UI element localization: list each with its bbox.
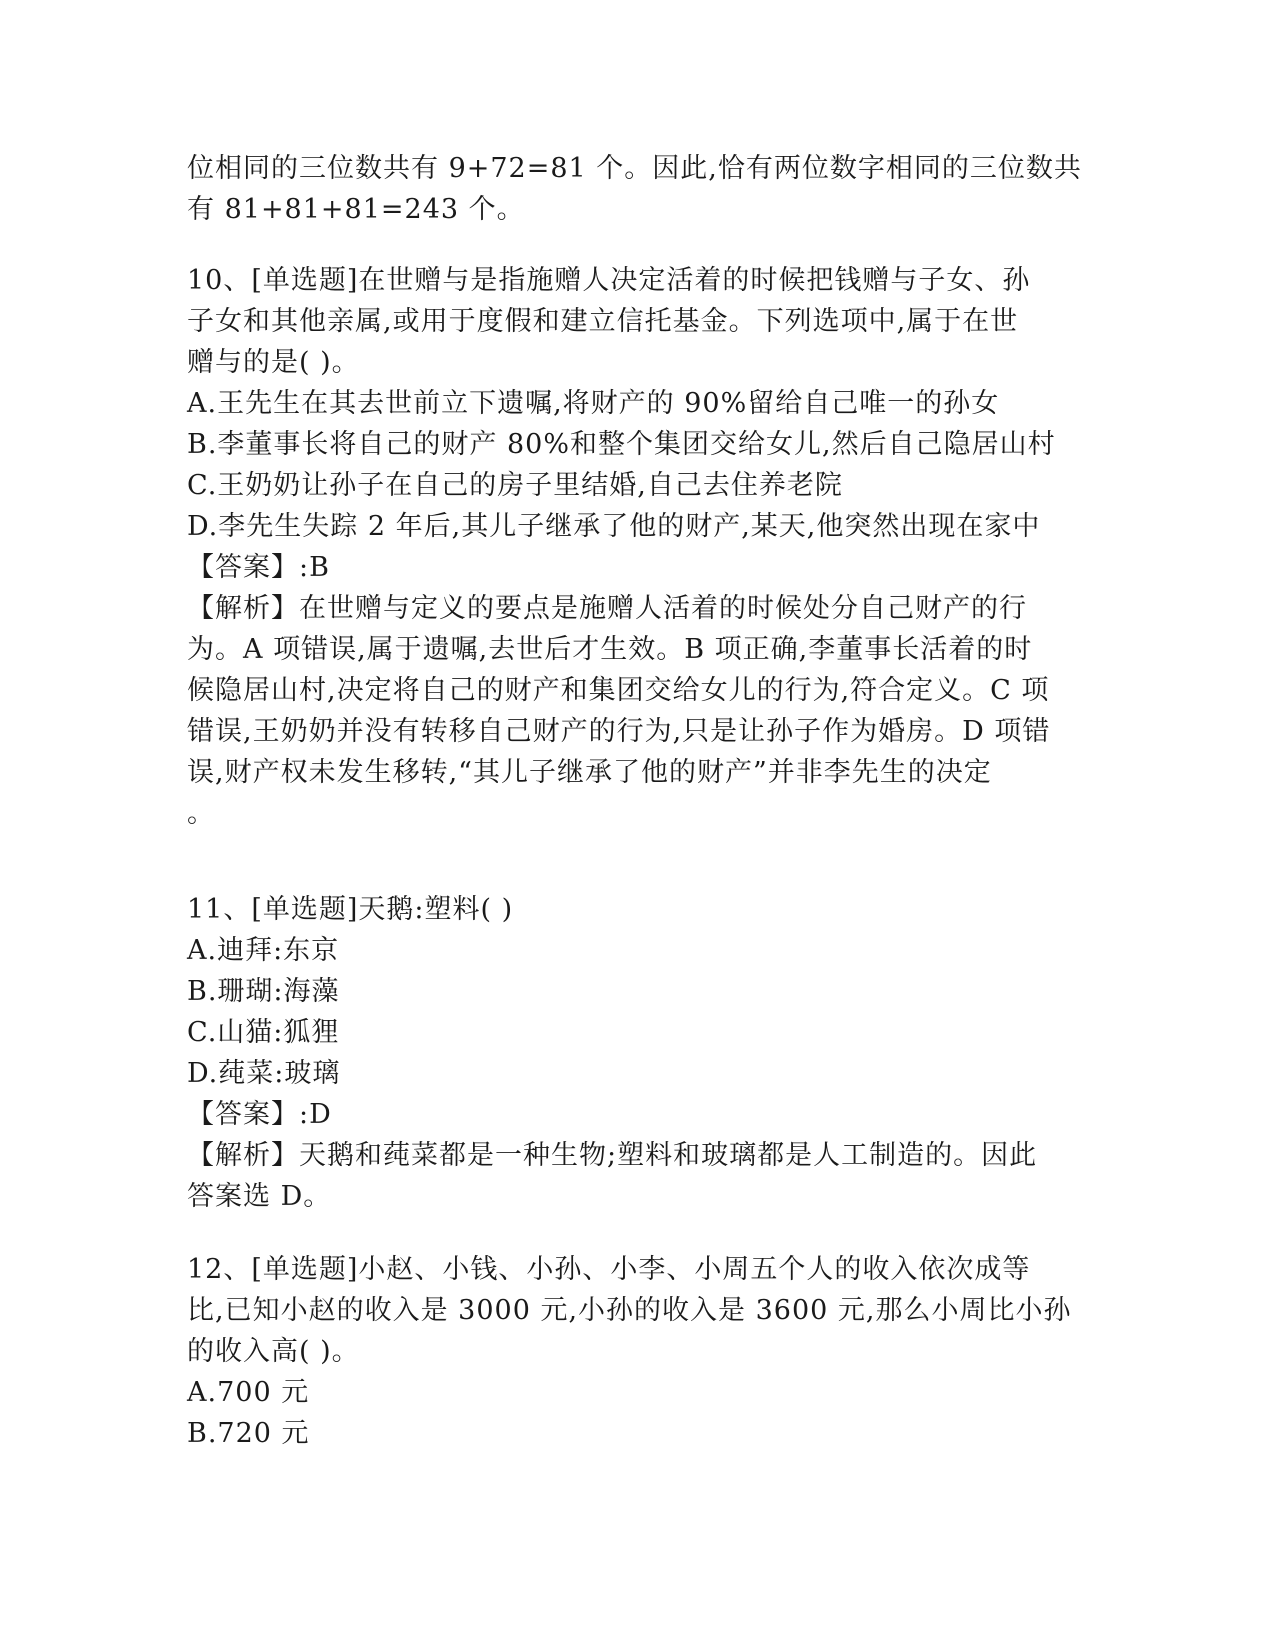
question-text: 比,已知小赵的收入是 3000 元,小孙的收入是 3600 元,那么小周比小孙 — [187, 1295, 1072, 1326]
question-text: 的收入高( )。 — [187, 1336, 360, 1367]
question-12 — [187, 1249, 1087, 1454]
option-d: D.李先生失踪 2 年后,其儿子继承了他的财产,某天,他突然出现在家中 — [187, 511, 1041, 542]
question-text: 10、[单选题]在世赠与是指施赠人决定活着的时候把钱赠与子女、孙 — [187, 265, 1031, 296]
analysis-text: 错误,王奶奶并没有转移自己财产的行为,只是让孙子作为婚房。D 项错 — [187, 716, 1051, 747]
analysis-text: 【解析】在世赠与定义的要点是施赠人活着的时候处分自己财产的行 — [187, 593, 1027, 624]
text-line: 有 81+81+81=243 个。 — [187, 194, 525, 225]
question-text: 11、[单选题]天鹅:塑料( ) — [187, 894, 514, 925]
option-a: A.700 元 — [187, 1377, 310, 1408]
analysis-text: 答案选 D。 — [187, 1181, 332, 1212]
option-a: A.迪拜:东京 — [187, 935, 340, 966]
question-text: 赠与的是( )。 — [187, 347, 360, 378]
question-11 — [187, 889, 1087, 1217]
text-line: 位相同的三位数共有 9+72=81 个。因此,恰有两位数字相同的三位数共 — [187, 153, 1082, 184]
analysis-text: 候隐居山村,决定将自己的财产和集团交给女儿的行为,符合定义。C 项 — [187, 675, 1050, 706]
option-c: C.王奶奶让孙子在自己的房子里结婚,自己去住养老院 — [187, 470, 843, 501]
analysis-text: 误,财产权未发生移转,“其儿子继承了他的财产”并非李先生的决定 — [187, 757, 992, 788]
option-c: C.山猫:狐狸 — [187, 1017, 340, 1048]
answer-line: 【答案】:D — [187, 1099, 332, 1130]
analysis-text: 【解析】天鹅和莼菜都是一种生物;塑料和玻璃都是人工制造的。因此 — [187, 1140, 1038, 1171]
answer-line: 【答案】:B — [187, 552, 330, 583]
question-text: 子女和其他亲属,或用于度假和建立信托基金。下列选项中,属于在世 — [187, 306, 1019, 337]
question-text: 12、[单选题]小赵、小钱、小孙、小李、小周五个人的收入依次成等 — [187, 1254, 1031, 1285]
question-10 — [187, 260, 1087, 834]
analysis-text: 。 — [187, 798, 215, 829]
analysis-text: 为。A 项错误,属于遗嘱,去世后才生效。B 项正确,李董事长活着的时 — [187, 634, 1033, 665]
option-d: D.莼菜:玻璃 — [187, 1058, 341, 1089]
option-a: A.王先生在其去世前立下遗嘱,将财产的 90%留给自己唯一的孙女 — [187, 388, 1000, 419]
option-b: B.李董事长将自己的财产 80%和整个集团交给女儿,然后自己隐居山村 — [187, 429, 1056, 460]
previous-explanation-fragment — [187, 148, 1087, 230]
option-b: B.720 元 — [187, 1418, 310, 1449]
option-b: B.珊瑚:海藻 — [187, 976, 340, 1007]
